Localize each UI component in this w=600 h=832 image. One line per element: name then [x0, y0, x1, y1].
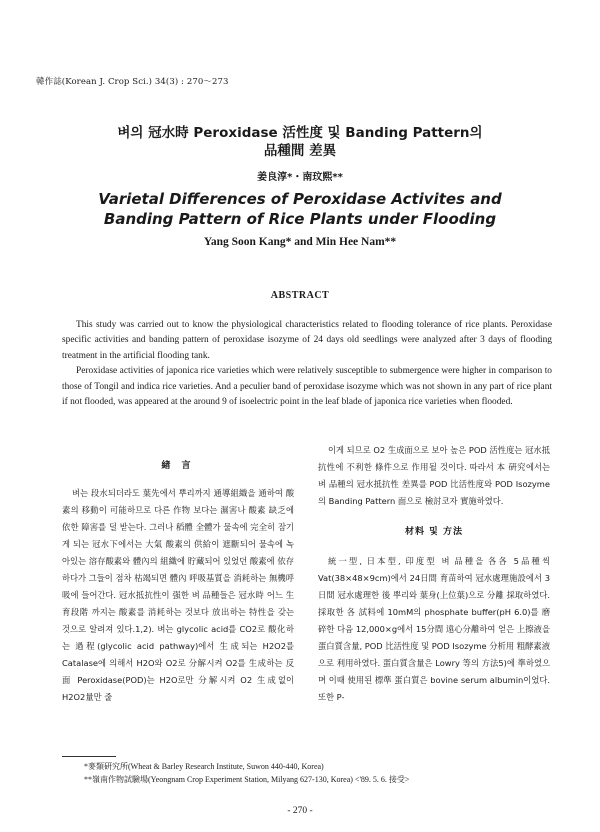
korean-title-line-2: 品種間 差異	[263, 143, 337, 159]
abstract-body	[62, 318, 552, 410]
page-number: - 270 -	[287, 806, 313, 816]
methods-heading: 材料 및 方法	[405, 527, 463, 537]
left-column	[62, 485, 294, 706]
footnote-2: **嶺南作物試驗場(Yeongnam Crop Experiment Station, Milyang 627-130, Korea) <'89. 5. 6. 接受>	[84, 775, 410, 784]
abstract-heading: ABSTRACT	[270, 290, 330, 301]
footnotes	[84, 760, 564, 786]
intro-heading: 緖 言	[161, 461, 195, 471]
methods-paragraph: 統一型, 日本型, 印度型 벼 品種을 各各 5品種씩 Vat(38×48×9cm)에서 24日間 育苗하여 冠水處理施設에서 3日間 冠水處理한 後 뿌리와 葉身(上位葉)으로 分離 採取하였다. 採取한 各 試料에 10mM의 phosphate buffer(pH 6.0)를 磨碎한 다음 12,000×g에서 15分間 遠心分離하여 얻은 上擦液을 蛋白質含量, POD 比活性度 및 POD Isozyme 分析用 粗酵素液으로 利用하였다. 蛋白質含量은 Lowry 等의 方法5)에 準하였으며 이때 使用된 標準 蛋白質은 bovine serum albumin이었다. 또한 P-	[318, 556, 551, 702]
intro-continuation-paragraph: 이게 되므로 O2 生成面으로 보아 높은 POD 活性度는 冠水抵抗性에 不利한 條件으로 作用될 것이다. 따라서 本 硏究에서는 벼 品種의 冠水抵抗性 差異를 POD 比活性度와 POD Isozyme의 Banding Pattern 面으로 檢討코자 實施하였다.	[318, 445, 550, 506]
right-column	[318, 442, 550, 706]
english-authors: Yang Soon Kang* and Min Hee Nam**	[203, 236, 397, 248]
english-title-line-2: Banding Pattern of Rice Plants under Flooding	[103, 210, 497, 228]
abstract-paragraph-2: Peroxidase activities of japonica rice varieties which were relatively susceptible to submergence were higher in comparison to those of Tongil and indica rice varieties. And a peculier band of peroxidase isozyme which was not shown in any part of rice plant if not flooded, was appeared at the around 9 of isoelectric point in the leaf blade of japonica rice varieties when flooded.	[62, 366, 552, 408]
korean-title-line-1: 벼의 冠水時 Peroxidase 活性度 및 Banding Pattern의	[117, 125, 483, 141]
korean-authors: 姜良淳*・南玟熙**	[257, 172, 343, 183]
english-title-line-1: Varietal Differences of Peroxidase Activites and	[98, 190, 502, 208]
journal-reference: 韓作誌(Korean J. Crop Sci.) 34(3) : 270〜273	[36, 77, 229, 87]
footnote-rule	[62, 756, 116, 757]
footnote-1: *麥類硏究所(Wheat & Barley Research Institute, Suwon 440-440, Korea)	[84, 762, 324, 771]
abstract-paragraph-1: This study was carried out to know the physiological characteristics related to flooding tolerance of rice plants. Peroxidase specific activities and banding pattern of peroxidase isozyme of 24 days old seedlings were analyzed after 3 days of flooding treatment in the artificial flooding tank.	[62, 320, 552, 361]
intro-paragraph: 벼는 段水되더라도 葉先에서 뿌리까지 通導組織을 通하여 酸素의 移動이 可能하므로 다른 作物 보다는 濕害나 酸素 缺乏에 依한 障害를 덜 받는다. 그러나 稻體 全體가 물속에 完全히 잠기게 되는 冠水下에서는 大氣 酸素의 供給이 遮斷되어 물속에 녹아있는 溶存酸素와 體內의 組織에 貯藏되어 있었던 酸素에 依存하다가 그들이 점차 枯竭되면 體內 呼吸基質을 消耗하는 無機呼吸에 들어간다. 冠水抵抗性이 强한 벼 品種들은 冠水時 어느 生育段階 까지는 酸素를 消耗하는 것보다 放出하는 特性을 갖는 것으로 알려져 있다.1,2). 벼는 glycolic acid를 CO2로 酸化하는 過程(glycolic acid pathway)에서 生成되는 H2O2를 Catalase에 의해서 H2O와 O2로 分解시켜 O2를 生成하는 反面 Peroxidase(POD)는 H2O로만 分解시켜 O2 生成없이 H2O2量만 줄	[62, 488, 294, 702]
